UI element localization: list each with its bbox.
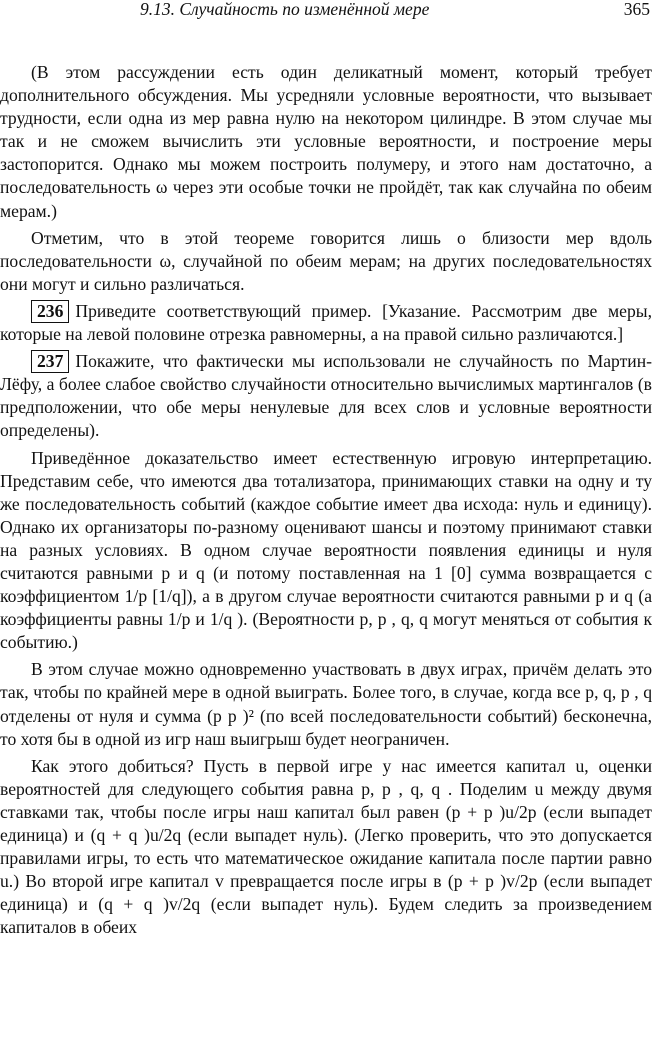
exercise-number: 236 [31, 300, 69, 323]
paragraph: В этом случае можно одновременно участвовать в двух играх, причём делать это так, чтобы по крайней мере в одной выиграть. Более того, в случае, когда все p, q, p , q отделены от нуля и сумма (p p )² (по всей последовательности событий) бесконечна, то хотя бы в одной из игр наш выигрыш будет неограничен. [0, 659, 652, 749]
exercise-text: Приведите соответствующий пример. [Указание. Рассмотрим две меры, которые на левой половине отрезка равномерны, а на правой сильно различаются.] [0, 300, 652, 345]
exercise-237 [0, 350, 652, 442]
paragraph: Приведённое доказательство имеет естественную игровую интерпретацию. Представим себе, что имеются два тотализатора, принимающих ставки на одну и ту же последовательность событий (каждое событие имеет два исхода: нуль и единицу). Однако их организаторы по-разному оценивают шансы и поэтому принимают ставки на разных условиях. В одном случае вероятности появления единицы и нуля считаются равными p и q (и потому поставленная на 1 [0] сумма возвращается с коэффициентом 1/p [1/q]), а в другом случае вероятности считаются равными p и q (а коэффициенты равны 1/p и 1/q ). (Вероятности p, p , q, q могут меняться от события к событию.) [0, 447, 652, 653]
paragraph: (В этом рассуждении есть один деликатный момент, который требует дополнительного обсуждения. Мы усредняли условные вероятности, что вызывает трудности, если одна из мер равна нулю на некотором цилиндре. В этом случае мы так и не сможем вычислить эти условные вероятности, и построение меры застопорится. Однако мы можем построить полумеру, и этого нам достаточно, а последовательность ω через эти особые точки не пройдёт, так как случайна по обеим мерам.) [0, 62, 652, 221]
page-header [0, 0, 652, 22]
exercise-text: Покажите, что фактически мы использовали не случайность по Мартин-Лёфу, а более слабое свойство случайности относительно вычислимых мартингалов (в предположении, что обе меры ненулевые для всех слов и условные вероятности определены). [0, 351, 652, 441]
exercise-236 [0, 300, 652, 346]
page-number: 365 [623, 0, 650, 19]
page-body [0, 61, 652, 943]
paragraph: Как этого добиться? Пусть в первой игре у нас имеется капитал u, оценки вероятностей для следующего события равна p, p , q, q . Поделим u между двумя ставками так, чтобы после игры наш капитал был равен (p + p )u/2p (если выпадет единица) и (q + q )u/2q (если выпадет нуль). (Легко проверить, что это допускается правилами игры, то есть что математическое ожидание капитала после партии равно u.) Во второй игре капитал v превращается после игры в (p + p )v/2p (если выпадет единица) и (q + q )v/2q (если выпадет нуль). Будем следить за произведением капиталов в обеих [0, 755, 652, 938]
running-title: 9.13. Случайность по изменённой мере [140, 0, 430, 19]
paragraph: Отметим, что в этой теореме говорится лишь о близости мер вдоль последовательности ω, случайной по обеим мерам; на других последовательностях они могут и сильно различаться. [0, 227, 652, 294]
exercise-number: 237 [31, 350, 69, 373]
